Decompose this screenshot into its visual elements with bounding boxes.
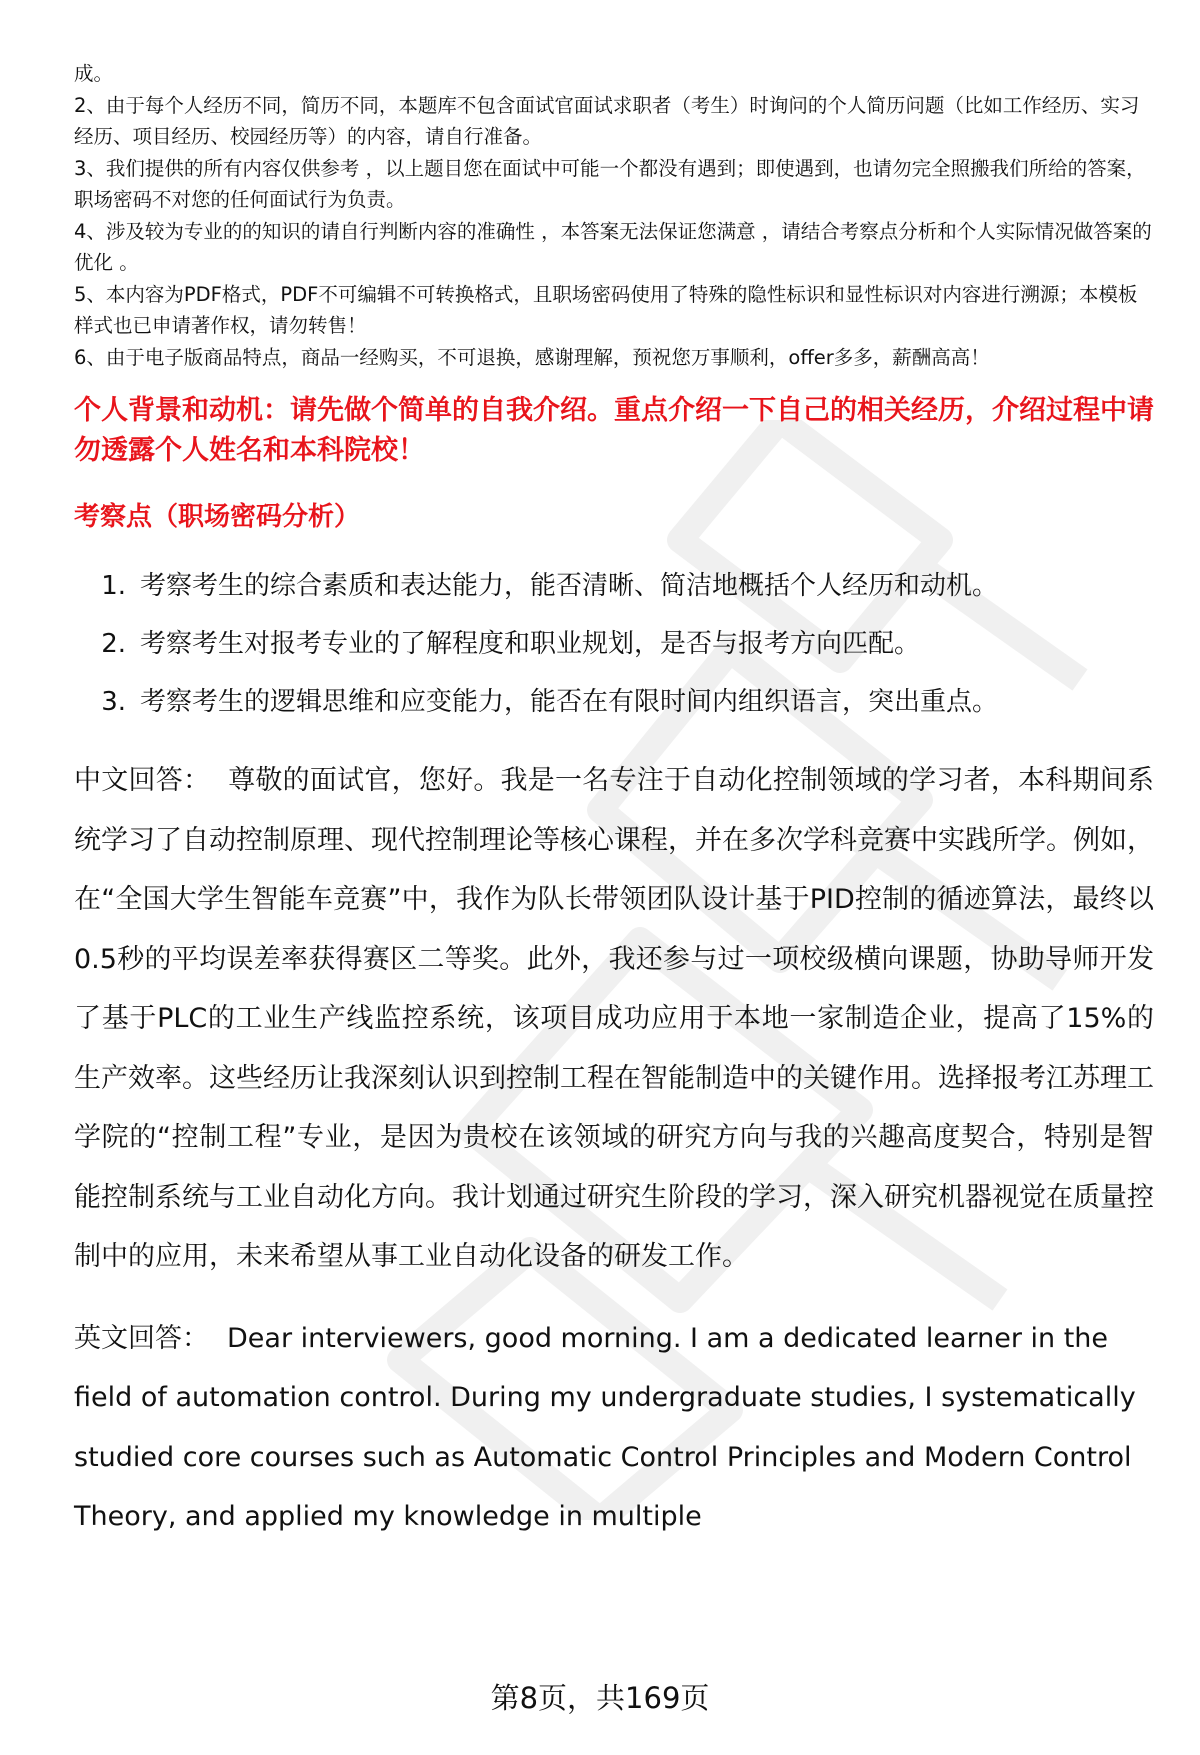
page-number-footer: 第8页，共169页 [490, 1681, 710, 1715]
note-item-5: 5、本内容为PDF格式，PDF不可编辑不可转换格式，且职场密码使用了特殊的隐性标识和显性标识对内容进行溯源；本模板样式也已申请著作权，请勿转售！ [74, 282, 1138, 337]
analysis-point [74, 615, 1154, 673]
document-page [74, 58, 1154, 1547]
note-continuation: 成。 [74, 62, 114, 85]
note-item-6: 6、由于电子版商品特点，商品一经购买，不可退换，感谢理解，预祝您万事顺利，offer多多，薪酬高高！ [74, 345, 990, 369]
analysis-point-text: 考察考生对报考专业的了解程度和职业规划，是否与报考方向匹配。 [140, 629, 921, 659]
english-answer-label: 英文回答： [74, 1322, 209, 1354]
question-heading: 个人背景和动机：请先做个简单的自我介绍。重点介绍一下自己的相关经历，介绍过程中请勿透露个人姓名和本科院校！ [74, 395, 1154, 466]
chinese-answer-text: 尊敬的面试官，您好。我是一名专注于自动化控制领域的学习者，本科期间系统学习了自动控制原理、现代控制理论等核心课程，并在多次学科竞赛中实践所学。例如，在“全国大学生智能车竞赛”中，我作为队长带领团队设计基于PID控制的循迹算法，最终以0.5秒的平均误差率获得赛区二等奖。此外，我还参与过一项校级横向课题，协助导师开发了基于PLC的工业生产线监控系统，该项目成功应用于本地一家制造企业，提高了15%的生产效率。这些经历让我深刻认识到控制工程在智能制造中的关键作用。选择报考江苏理工学院的“控制工程”专业，是因为贵校在该领域的研究方向与我的兴趣高度契合，特别是智能控制系统与工业自动化方向。我计划通过研究生阶段的学习，深入研究机器视觉在质量控制中的应用，未来希望从事工业自动化设备的研发工作。 [74, 765, 1155, 1272]
analysis-points-list [74, 557, 1154, 731]
chinese-answer [74, 751, 1154, 1287]
notes-list [74, 58, 1154, 373]
analysis-point-number: 2. [101, 629, 126, 659]
note-item-3: 3、我们提供的所有内容仅供参考 ，以上题目您在面试中可能一个都没有遇到；即使遇到，也请勿完全照搬我们所给的答案，职场密码不对您的任何面试行为负责。 [74, 156, 1146, 211]
english-answer-text: Dear interviewers, good morning. I am a dedicated learner in the field of automation control. During my undergraduate studies, I systematically studied core courses such as Automatic Control Principles and Modern Control Theory, and applied my knowledge in multiple [74, 1322, 1136, 1532]
note-item-2: 2、由于每个人经历不同，简历不同，本题库不包含面试官面试求职者（考生）时询问的个人简历问题（比如工作经历、实习经历、项目经历、校园经历等）的内容，请自行准备。 [74, 93, 1140, 148]
analysis-point-text: 考察考生的逻辑思维和应变能力，能否在有限时间内组织语言，突出重点。 [140, 687, 999, 717]
note-item-4: 4、涉及较为专业的的知识的请自行判断内容的准确性 ，本答案无法保证您满意 ，请结合考察点分析和个人实际情况做答案的优化 。 [74, 219, 1152, 274]
analysis-point-number: 1. [101, 571, 126, 601]
analysis-point-text: 考察考生的综合素质和表达能力，能否清晰、简洁地概括个人经历和动机。 [140, 571, 999, 601]
analysis-section-title: 考察点（职场密码分析） [74, 502, 361, 532]
analysis-point [74, 557, 1154, 615]
analysis-point-number: 3. [101, 687, 126, 717]
english-answer [74, 1309, 1154, 1547]
chinese-answer-label: 中文回答： [74, 765, 211, 796]
analysis-point [74, 673, 1154, 731]
